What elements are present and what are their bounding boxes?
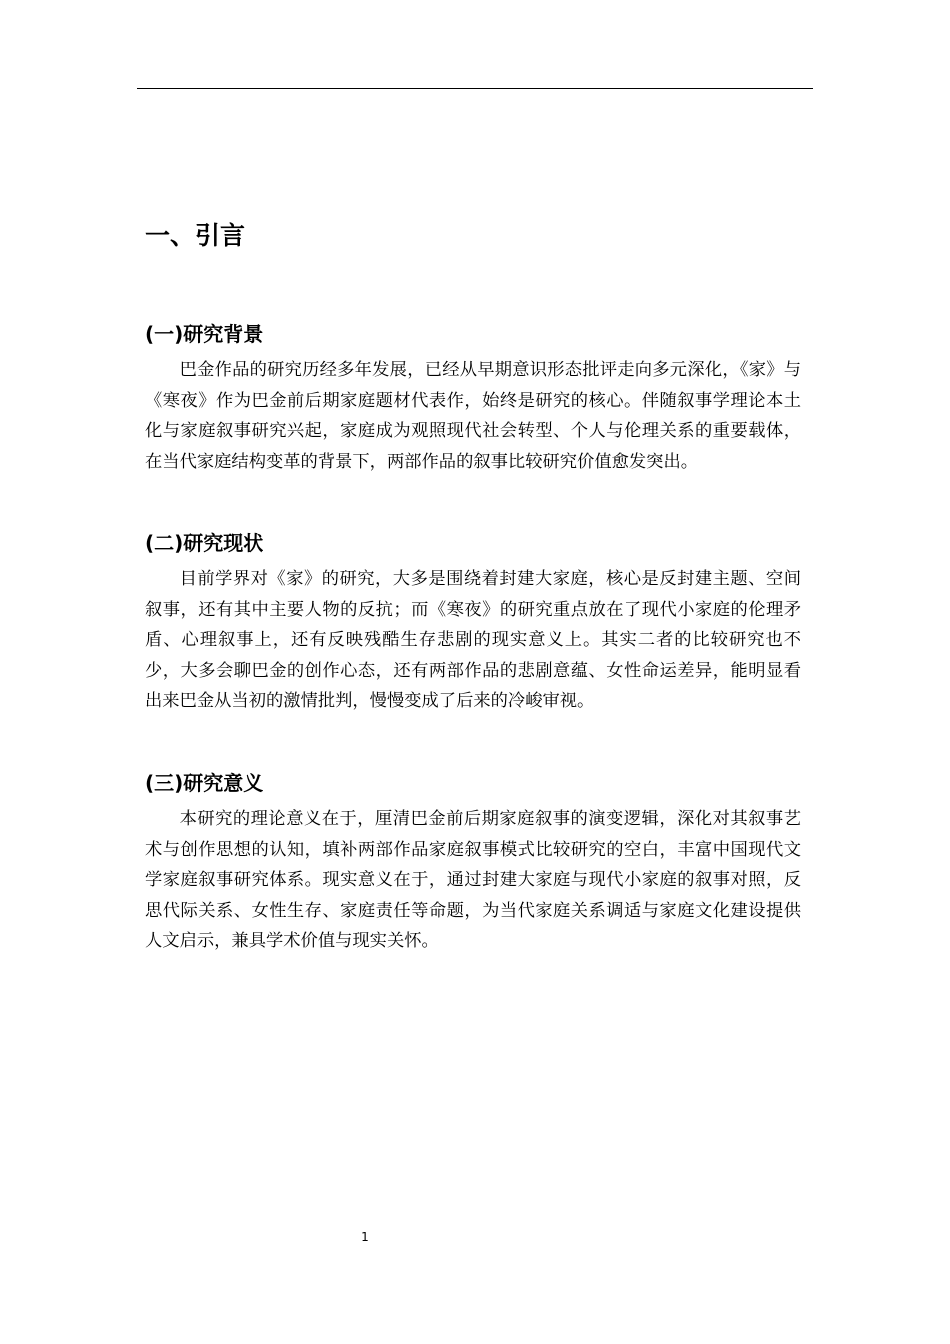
section-paragraph: 巴金作品的研究历经多年发展，已经从早期意识形态批评走向多元深化，《家》与《寒夜》作为巴金前后期家庭题材代表作，始终是研究的核心。伴随叙事学理论本土化与家庭叙事研究兴起，家庭成为观照现代社会转型、个人与伦理关系的重要载体，在当代家庭结构变革的背景下，两部作品的叙事比较研究价值愈发突出。: [145, 360, 801, 472]
header-rule: [137, 88, 813, 89]
page-number: 1: [361, 1230, 369, 1244]
section-research-status: [145, 527, 801, 717]
section-title: (二)研究现状: [145, 531, 264, 555]
section-title: (一)研究背景: [145, 322, 264, 346]
section-paragraph: 目前学界对《家》的研究，大多是围绕着封建大家庭，核心是反封建主题、空间叙事，还有其中主要人物的反抗；而《寒夜》的研究重点放在了现代小家庭的伦理矛盾、心理叙事上，还有反映残酷生存悲剧的现实意义上。其实二者的比较研究也不少，大多会聊巴金的创作心态，还有两部作品的悲剧意蕴、女性命运差异，能明显看出来巴金从当初的激情批判，慢慢变成了后来的冷峻审视。: [145, 569, 801, 711]
section-research-background: [145, 318, 801, 477]
section-research-significance: [145, 767, 801, 957]
chapter-title: 一、引言: [145, 221, 246, 250]
section-title: (三)研究意义: [145, 771, 264, 795]
section-paragraph: 本研究的理论意义在于，厘清巴金前后期家庭叙事的演变逻辑，深化对其叙事艺术与创作思想的认知，填补两部作品家庭叙事模式比较研究的空白，丰富中国现代文学家庭叙事研究体系。现实意义在于，通过封建大家庭与现代小家庭的叙事对照，反思代际关系、女性生存、家庭责任等命题，为当代家庭关系调适与家庭文化建设提供人文启示，兼具学术价值与现实关怀。: [145, 809, 801, 951]
